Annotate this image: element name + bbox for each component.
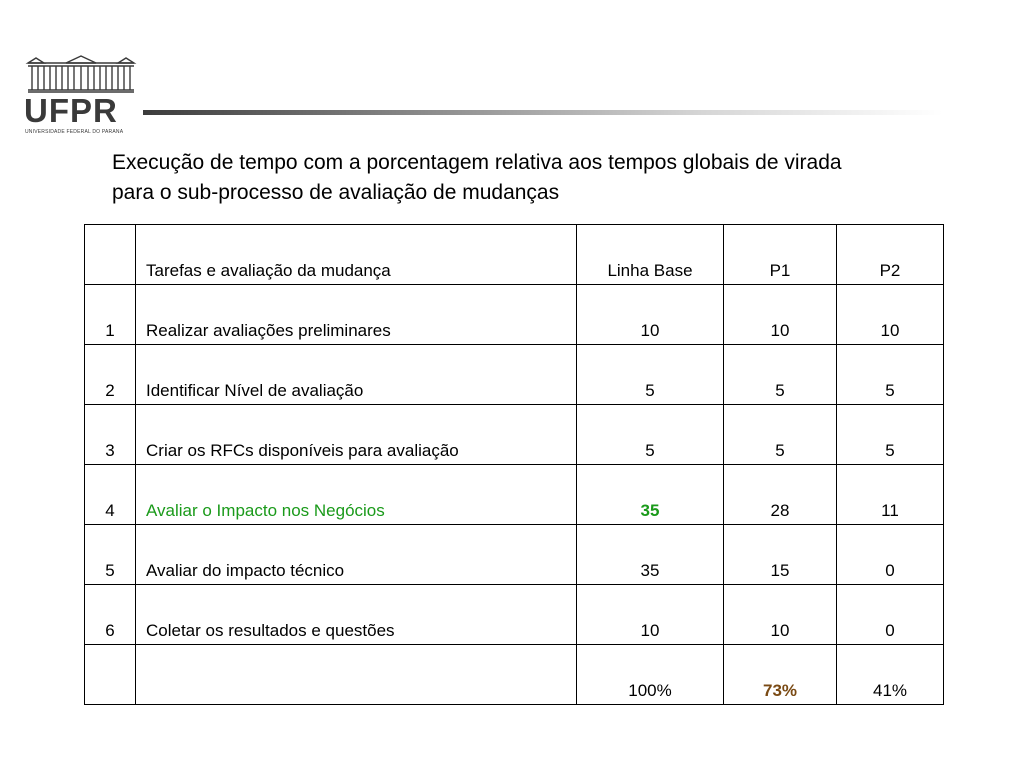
table-row [85,585,944,645]
logo-subtitle: UNIVERSIDADE FEDERAL DO PARANÁ [25,129,124,135]
header-cell-num [85,225,136,285]
cell-num: 3 [85,405,136,465]
cell-task: Coletar os resultados e questões [136,585,577,645]
ufpr-logo [24,54,138,136]
cell-p1: 5 [724,405,837,465]
total-cell-num [85,645,136,705]
cell-task: Avaliar do impacto técnico [136,525,577,585]
slide-title-line-2: para o sub-processo de avaliação de mudanças [112,181,560,204]
cell-base: 35 [577,465,724,525]
cell-p1: 15 [724,525,837,585]
cell-base: 35 [577,525,724,585]
slide-title-line-1: Execução de tempo com a porcentagem relativa aos tempos globais de virada [112,151,842,174]
table-row [85,405,944,465]
table-row-highlighted [85,465,944,525]
table-row [85,345,944,405]
cell-base: 10 [577,285,724,345]
total-cell-p2: 41% [837,645,944,705]
cell-task: Realizar avaliações preliminares [136,285,577,345]
logo-wordmark: UFPR [24,92,118,129]
table-totals-row [85,645,944,705]
cell-p1: 10 [724,585,837,645]
execution-time-table [84,224,944,705]
table-header-row [85,225,944,285]
university-building-icon [24,54,138,94]
cell-p1: 5 [724,345,837,405]
cell-p1: 10 [724,285,837,345]
header-cell-p1: P1 [724,225,837,285]
cell-p2: 10 [837,285,944,345]
header-divider [143,110,943,115]
cell-base: 5 [577,345,724,405]
table-row [85,285,944,345]
cell-num: 6 [85,585,136,645]
cell-num: 2 [85,345,136,405]
cell-p2: 0 [837,525,944,585]
total-cell-base: 100% [577,645,724,705]
cell-p2: 0 [837,585,944,645]
cell-p2: 11 [837,465,944,525]
cell-base: 5 [577,405,724,465]
header-cell-p2: P2 [837,225,944,285]
slide-title [112,148,1012,208]
header-cell-task: Tarefas e avaliação da mudança [136,225,577,285]
table-row [85,525,944,585]
header-cell-base: Linha Base [577,225,724,285]
cell-task: Identificar Nível de avaliação [136,345,577,405]
cell-task: Avaliar o Impacto nos Negócios [136,465,577,525]
cell-base: 10 [577,585,724,645]
total-cell-p1: 73% [724,645,837,705]
total-cell-task [136,645,577,705]
cell-task: Criar os RFCs disponíveis para avaliação [136,405,577,465]
cell-num: 1 [85,285,136,345]
cell-num: 4 [85,465,136,525]
cell-p2: 5 [837,345,944,405]
cell-p2: 5 [837,405,944,465]
cell-p1: 28 [724,465,837,525]
cell-num: 5 [85,525,136,585]
